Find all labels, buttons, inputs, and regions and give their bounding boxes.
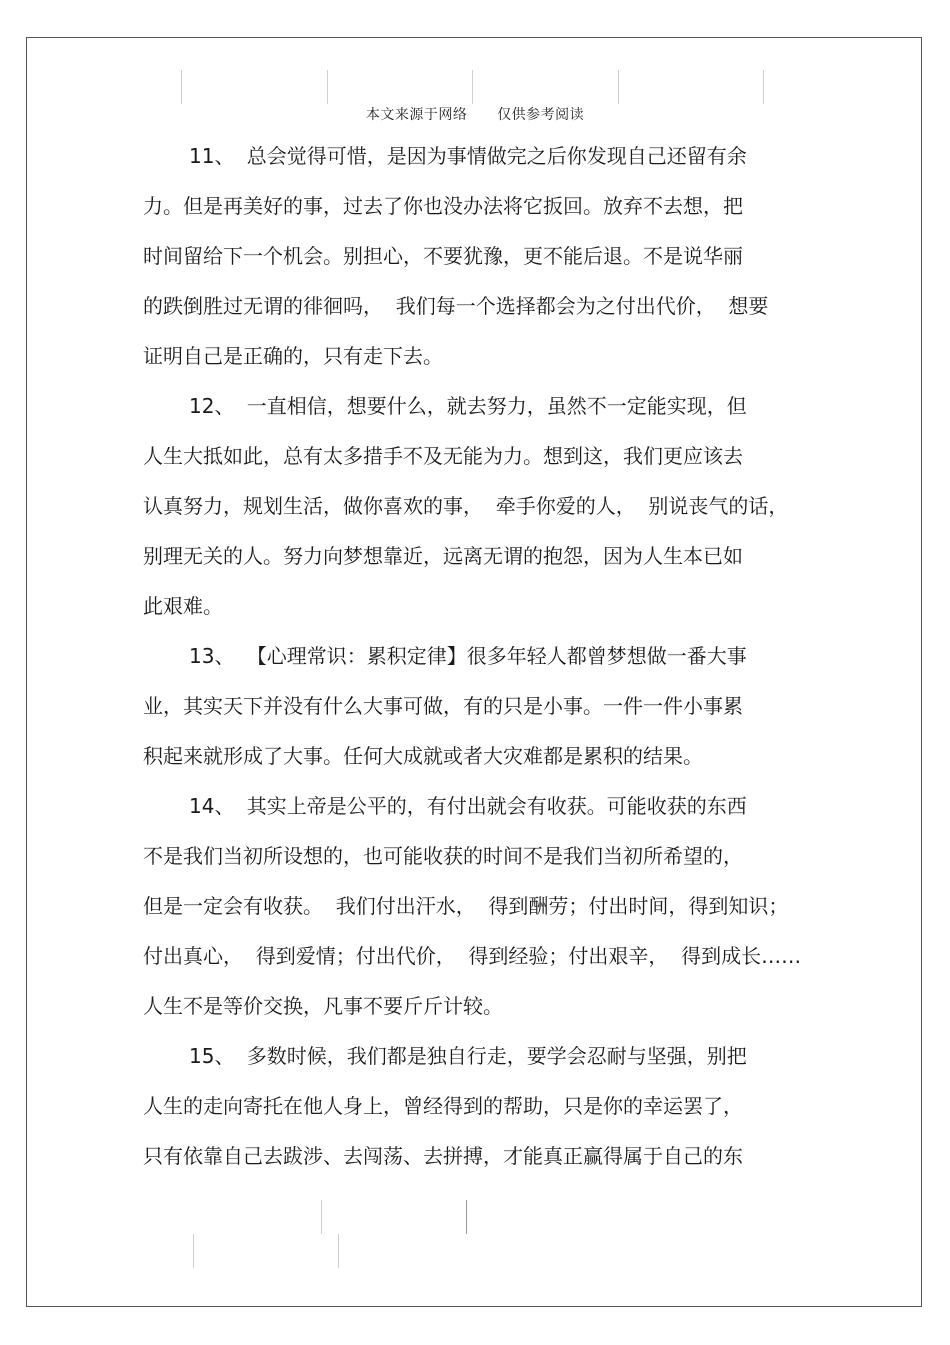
paragraph-12 <box>143 381 813 631</box>
text-line: 人生大抵如此，总有太多措手不及无能为力。想到这，我们更应该去 <box>143 444 743 468</box>
bottom-tick-4 <box>338 1234 339 1268</box>
top-tick-1 <box>181 70 182 104</box>
text-line: 力。但是再美好的事，过去了你也没办法将它扳回。放弃不去想，把 <box>143 194 743 218</box>
item-number: 14、 <box>189 794 235 818</box>
top-tick-3 <box>472 70 473 104</box>
bottom-tick-1 <box>321 1200 322 1234</box>
line-text: 其实上帝是公平的，有付出就会有收获。可能收获的东西 <box>240 794 747 818</box>
text-line: 只有依靠自己去跋涉、去闯荡、去拼搏，才能真正赢得属于自己的东 <box>143 1144 743 1168</box>
top-tick-2 <box>327 70 328 104</box>
item-number: 11、 <box>189 144 235 168</box>
text-line: 的跌倒胜过无谓的徘徊吗， 我们每一个选择都会为之付出代价， 想要 <box>143 294 769 318</box>
text-line <box>143 131 813 181</box>
bottom-tick-3 <box>193 1234 194 1268</box>
line-text: 总会觉得可惜，是因为事情做完之后你发现自己还留有余 <box>240 144 747 168</box>
text-line: 证明自己是正确的，只有走下去。 <box>143 344 443 368</box>
document-body <box>143 131 813 1181</box>
text-line: 此艰难。 <box>143 594 223 618</box>
text-line: 业，其实天下并没有什么大事可做，有的只是小事。一件一件小事累 <box>143 694 743 718</box>
text-line: 但是一定会有收获。 我们付出汗水， 得到酬劳；付出时间，得到知识； <box>143 894 789 918</box>
item-number: 15、 <box>189 1044 235 1068</box>
paragraph-14 <box>143 781 813 1031</box>
paragraph-15 <box>143 1031 813 1181</box>
text-line <box>143 631 813 681</box>
text-line: 付出真心， 得到爱情；付出代价， 得到经验；付出艰辛， 得到成长…… <box>143 944 802 968</box>
text-line: 人生的走向寄托在他人身上，曾经得到的帮助，只是你的幸运罢了， <box>143 1094 743 1118</box>
line-text: 多数时候，我们都是独自行走，要学会忍耐与坚强，别把 <box>240 1044 747 1068</box>
bottom-tick-2 <box>466 1200 467 1234</box>
item-number: 13、 <box>189 644 235 668</box>
item-number: 12、 <box>189 394 235 418</box>
paragraph-11 <box>143 131 813 381</box>
top-tick-5 <box>763 70 764 104</box>
line-text: 【心理常识：累积定律】很多年轻人都曾梦想做一番大事 <box>240 644 747 668</box>
line-text: 一直相信，想要什么，就去努力，虽然不一定能实现，但 <box>240 394 747 418</box>
text-line: 积起来就形成了大事。任何大成就或者大灾难都是累积的结果。 <box>143 744 703 768</box>
page-header: 本文来源于网络 仅供参考阅读 <box>365 107 585 123</box>
text-line: 别理无关的人。努力向梦想靠近，远离无谓的抱怨，因为人生本已如 <box>143 544 743 568</box>
top-tick-4 <box>618 70 619 104</box>
text-line: 人生不是等价交换，凡事不要斤斤计较。 <box>143 994 503 1018</box>
text-line: 认真努力，规划生活，做你喜欢的事， 牵手你爱的人， 别说丧气的话， <box>143 494 789 518</box>
text-line <box>143 381 813 431</box>
text-line: 时间留给下一个机会。别担心，不要犹豫，更不能后退。不是说华丽 <box>143 244 743 268</box>
text-line <box>143 1031 813 1081</box>
text-line <box>143 781 813 831</box>
paragraph-13 <box>143 631 813 781</box>
text-line: 不是我们当初所设想的，也可能收获的时间不是我们当初所希望的， <box>143 844 743 868</box>
